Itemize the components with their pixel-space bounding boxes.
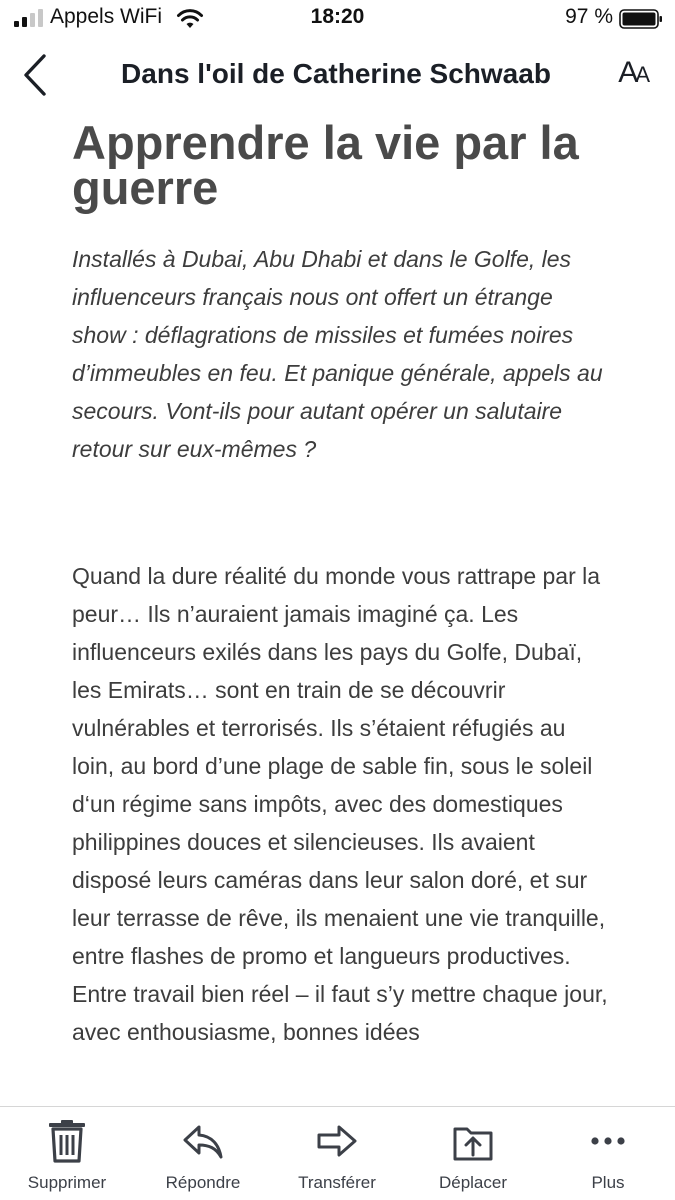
forward-label: Transférer	[298, 1173, 376, 1192]
reply-button[interactable]	[138, 1119, 268, 1193]
forward-button[interactable]	[272, 1119, 402, 1193]
folder-move-icon	[451, 1119, 495, 1163]
article-headline: Apprendre la vie par la guerre	[72, 120, 579, 214]
nav-bar	[0, 40, 675, 112]
more-label: Plus	[591, 1173, 625, 1192]
reply-arrow-icon	[181, 1119, 225, 1163]
article-body: Quand la dure réalité du monde vous rattrape par la peur… Ils n’auraient jamais imaginé ça. Les influenceurs exilés dans les pays du Golfe, Dubaï, les Emirats… sont en train de se découvrir vulnérables et terrorisés. Ils s’étaient réfugiés au loin, au bord d’une plage de sable fin, sous le soleil d‘un régime sans impôts, avec des domestiques philippines douces et silencieuses. Ils avaient disposé leurs caméras dans leur salon doré, et sur leur terrasse de rêve, ils menaient une vie tranquille, entre flashes de promo et langueurs productives. Entre travail bien réel – il faut s’y mettre chaque jour, avec enthousiasme, bonnes idées	[72, 563, 608, 1045]
font-size-button[interactable]	[618, 56, 647, 90]
carrier-name: Appels WiFi	[50, 5, 163, 28]
forward-arrow-icon	[315, 1119, 359, 1163]
article-lead: Installés à Dubai, Abu Dhabi et dans le Golfe, les influenceurs français nous ont offert un étrange show : déflagrations de missiles et fumées noires d’immeubles en feu. Et panique générale, appels au secours. Vont-ils pour autant opérer un salutaire retour sur eux-mêmes ?	[72, 246, 603, 462]
move-button[interactable]	[408, 1119, 538, 1193]
battery-percent: 97 %	[565, 5, 613, 28]
move-label: Déplacer	[438, 1173, 508, 1192]
message-body	[72, 120, 612, 1106]
delete-button[interactable]	[2, 1119, 132, 1193]
more-button[interactable]	[543, 1119, 673, 1193]
bottom-toolbar	[0, 1106, 675, 1200]
battery-icon	[619, 9, 663, 29]
font-size-small-letter: A	[635, 62, 647, 87]
status-time: 18:20	[310, 5, 365, 28]
mail-subject-title: Dans l'oil de Catherine Schwaab	[121, 58, 551, 89]
trash-icon	[45, 1119, 89, 1163]
ellipsis-icon	[586, 1119, 630, 1163]
back-button[interactable]	[14, 50, 58, 100]
chevron-left-icon	[14, 50, 58, 100]
status-bar	[0, 0, 675, 38]
font-size-large-letter: A	[618, 56, 636, 89]
delete-label: Supprimer	[27, 1173, 107, 1192]
reply-label: Répondre	[165, 1173, 241, 1192]
